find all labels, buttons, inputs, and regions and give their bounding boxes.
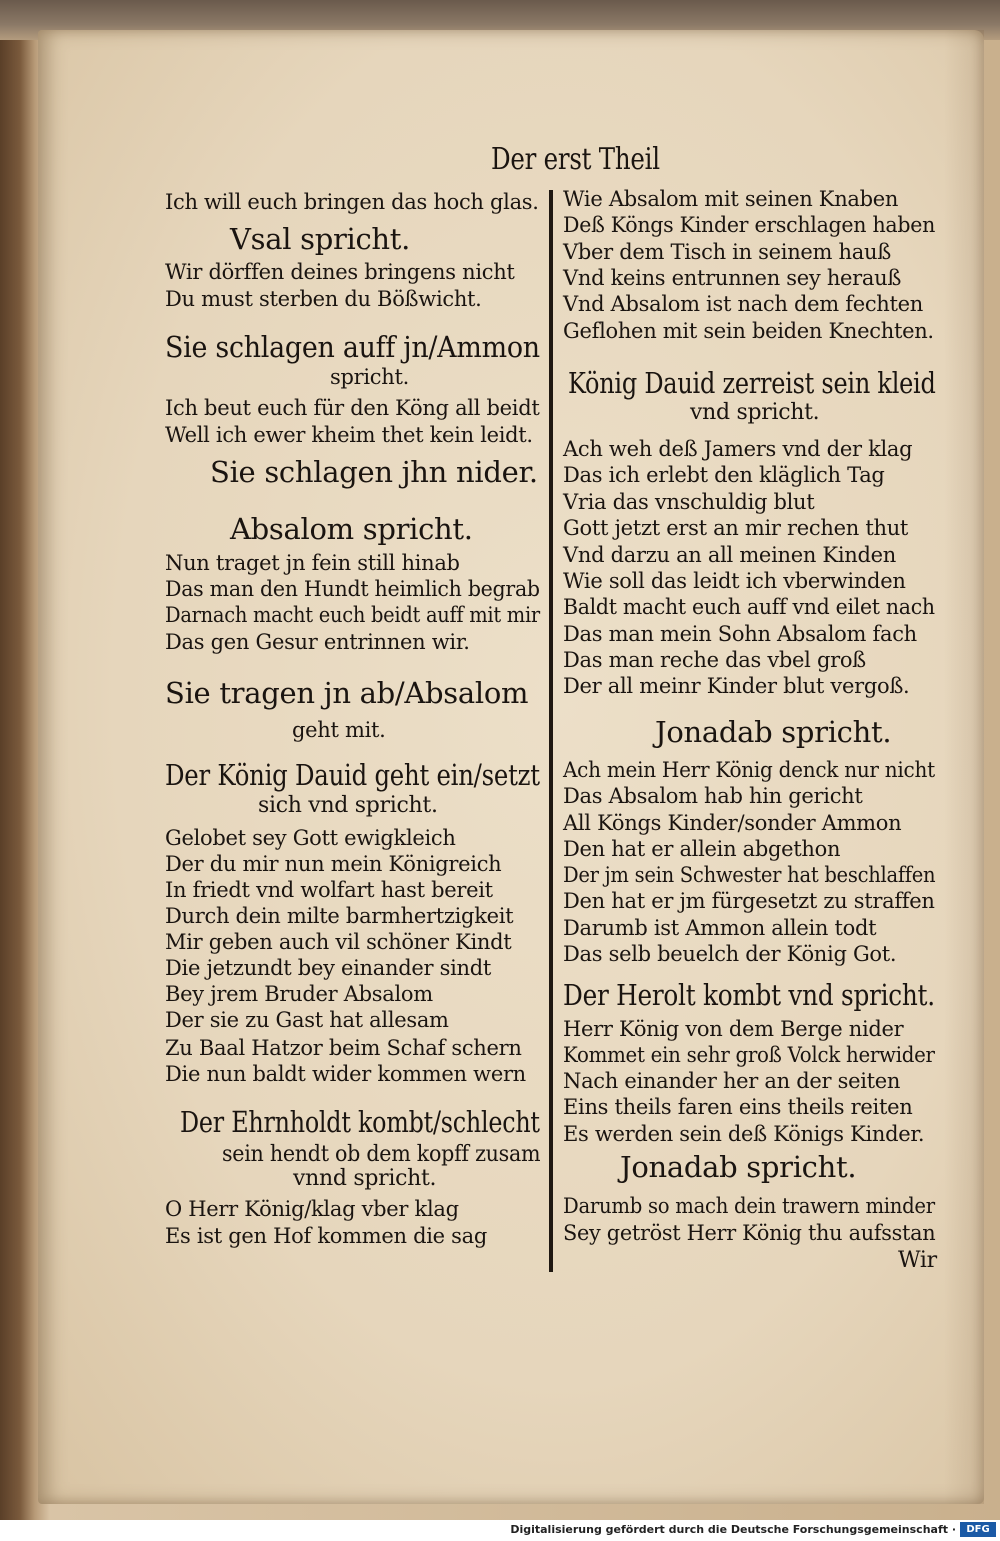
verse-line: Kommet ein sehr groß Volck herwider	[563, 1043, 935, 1067]
stage-direction: Der Ehrnholdt kombt/schlecht	[180, 1105, 540, 1139]
dfg-logo: DFG	[960, 1522, 996, 1537]
page-shadow	[944, 30, 984, 1504]
verse-line: Das selb beuelch der König Got.	[563, 942, 897, 966]
stage-direction: Jonadab spricht.	[655, 715, 892, 749]
verse-line: Es ist gen Hof kommen die sag	[165, 1224, 487, 1248]
verse-line: Ach weh deß Jamers vnd der klag	[563, 437, 913, 461]
verse-line: Darumb ist Ammon allein todt	[563, 916, 877, 940]
verse-line: Vnd darzu an all meinen Kinden	[563, 543, 896, 567]
stage-direction: Vsal spricht.	[230, 222, 411, 256]
stage-direction: sein hendt ob dem kopff zusam	[222, 1142, 541, 1167]
verse-line: Vber dem Tisch in seinem hauß	[563, 240, 891, 264]
stage-direction: Sie schlagen jhn nider.	[210, 455, 538, 489]
verse-line: Wie Absalom mit seinen Knaben	[563, 187, 899, 211]
stage-direction: vnnd spricht.	[293, 1166, 437, 1191]
running-head: Der erst Theil	[491, 142, 660, 177]
verse-line: Der jm sein Schwester hat beschlaffen	[563, 863, 936, 887]
verse-line: Das ich erlebt den kläglich Tag	[563, 463, 885, 487]
verse-line: Zu Baal Hatzor beim Schaf schern	[165, 1036, 522, 1060]
verse-line: Geflohen mit sein beiden Knechten.	[563, 319, 934, 343]
verse-line: All Köngs Kinder/sonder Ammon	[563, 811, 902, 835]
stage-direction: Der König Dauid geht ein/setzt	[165, 758, 540, 792]
verse-line: Vria das vnschuldig blut	[563, 490, 815, 514]
verse-line: Darnach macht euch beidt auff mit mir	[165, 603, 540, 627]
verse-line: Das Absalom hab hin gericht	[563, 784, 863, 808]
verse-line: Der du mir nun mein Königreich	[165, 852, 502, 876]
verse-line: Den hat er jm fürgesetzt zu straffen	[563, 889, 935, 913]
verse-line: Gelobet sey Gott ewigkleich	[165, 826, 456, 850]
verse-line: In friedt vnd wolfart hast bereit	[165, 878, 493, 902]
digitization-footer	[0, 1520, 1000, 1541]
verse-line: Eins theils faren eins theils reiten	[563, 1095, 913, 1119]
stage-direction: sich vnd spricht.	[258, 793, 438, 818]
verse-line: Ach mein Herr König denck nur nicht	[563, 758, 935, 782]
verse-line: Das man den Hundt heimlich begrab	[165, 577, 540, 601]
verse-line: Es werden sein deß Königs Kinder.	[563, 1122, 925, 1146]
column-rule	[549, 190, 553, 1272]
stage-direction: Jonadab spricht.	[620, 1150, 857, 1184]
verse-line: Darumb so mach dein trawern minder	[563, 1194, 935, 1218]
verse-line: Sey getröst Herr König thu aufsstan	[563, 1221, 936, 1245]
verse-line: Nun traget jn fein still hinab	[165, 551, 460, 575]
stage-direction: Sie tragen jn ab/Absalom	[165, 676, 529, 710]
stage-direction: Sie schlagen auff jn/Ammon	[165, 330, 540, 364]
verse-line: O Herr König/klag vber klag	[165, 1197, 459, 1221]
verse-line: Der all meinr Kinder blut vergoß.	[563, 674, 910, 698]
verse-line: Den hat er allein abgethon	[563, 837, 841, 861]
verse-line: Mir geben auch vil schöner Kindt	[165, 930, 512, 954]
verse-line: Ich beut euch für den Köng all beidt	[165, 396, 540, 420]
verse-line: Baldt macht euch auff vnd eilet nach	[563, 595, 935, 619]
verse-line: Das man reche das vbel groß	[563, 648, 866, 672]
footer-credit: Digitalisierung gefördert durch die Deutsche Forschungsgemeinschaft ·	[510, 1523, 956, 1536]
verse-line: Die jetzundt bey einander sindt	[165, 956, 492, 980]
verse-line: Wir dörffen deines bringens nicht	[165, 260, 515, 284]
verse-line: Ich will euch bringen das hoch glas.	[165, 190, 539, 214]
verse-line: Well ich ewer kheim thet kein leidt.	[165, 423, 533, 447]
verse-line: Das man mein Sohn Absalom fach	[563, 622, 917, 646]
stage-direction: Der Herolt kombt vnd spricht.	[563, 978, 935, 1012]
verse-line: Durch dein milte barmhertzigkeit	[165, 904, 514, 928]
stage-direction: vnd spricht.	[690, 400, 820, 425]
verse-line: Bey jrem Bruder Absalom	[165, 982, 433, 1006]
verse-line: Gott jetzt erst an mir rechen thut	[563, 516, 909, 540]
verse-line: spricht.	[330, 365, 409, 389]
verse-line: Vnd keins entrunnen sey herauß	[563, 266, 902, 290]
verse-line: geht mit.	[292, 718, 386, 742]
verse-line: Nach einander her an der seiten	[563, 1069, 901, 1093]
verse-line: Das gen Gesur entrinnen wir.	[165, 630, 470, 654]
stage-direction: Absalom spricht.	[230, 512, 473, 546]
verse-line: Die nun baldt wider kommen wern	[165, 1062, 526, 1086]
verse-line: Vnd Absalom ist nach dem fechten	[563, 292, 924, 316]
verse-line: Wie soll das leidt ich vberwinden	[563, 569, 906, 593]
verse-line: Herr König von dem Berge nider	[563, 1017, 904, 1041]
stage-direction: König Dauid zerreist sein kleid	[568, 366, 936, 400]
verse-line: Du must sterben du Bößwicht.	[165, 287, 482, 311]
verse-line: Der sie zu Gast hat allesam	[165, 1008, 449, 1032]
catchword: Wir	[898, 1248, 937, 1273]
verse-line: Deß Köngs Kinder erschlagen haben	[563, 213, 936, 237]
